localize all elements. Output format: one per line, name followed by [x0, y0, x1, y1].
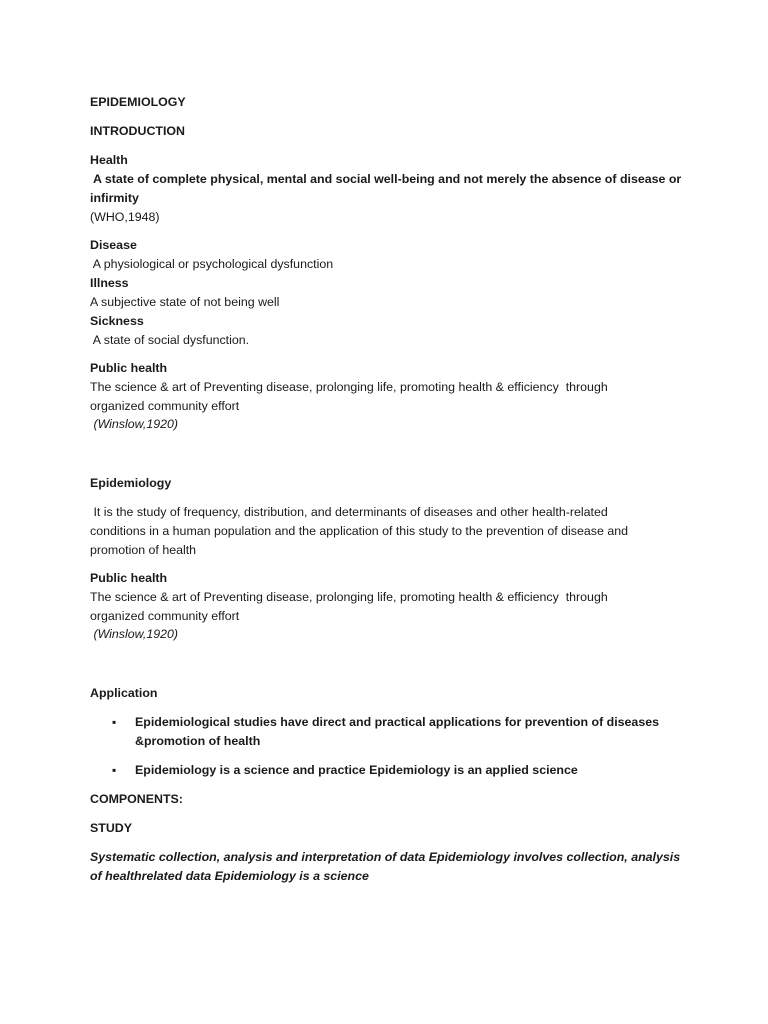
public-health-heading-1: Public health — [90, 361, 168, 375]
epidemiology-definition-line3: promotion of health — [90, 543, 197, 557]
bullet-marker-icon: ▪ — [112, 715, 117, 729]
public-health-citation-2: (Winslow,1920) — [90, 627, 179, 641]
illness-heading: Illness — [90, 276, 129, 290]
disease-heading: Disease — [90, 238, 137, 252]
public-health-citation-1: (Winslow,1920) — [90, 417, 179, 431]
health-citation: (WHO,1948) — [90, 210, 160, 224]
epidemiology-definition-line2: conditions in a human population and the application of this study to the prevention of disease and — [90, 524, 628, 538]
health-heading: Health — [90, 153, 128, 167]
health-definition-line1: A state of complete physical, mental and social well-being and not merely the absence of disease or — [90, 172, 682, 186]
public-health-definition-2-line2: organized community effort — [90, 609, 240, 623]
public-health-definition-1-line2: organized community effort — [90, 399, 240, 413]
disease-definition: A physiological or psychological dysfunction — [90, 257, 334, 271]
public-health-definition-1-line1: The science & art of Preventing disease, prolonging life, promoting health & efficiency through — [90, 380, 608, 394]
sickness-definition: A state of social dysfunction. — [90, 333, 250, 347]
application-bullet-2: Epidemiology is a science and practice Epidemiology is an applied science — [135, 763, 578, 777]
public-health-heading-2: Public health — [90, 571, 168, 585]
application-bullet-1-line1: Epidemiological studies have direct and practical applications for prevention of diseases — [135, 715, 659, 729]
study-text-line2: of healthrelated data Epidemiology is a science — [90, 869, 369, 883]
public-health-definition-2-line1: The science & art of Preventing disease, prolonging life, promoting health & efficiency through — [90, 590, 608, 604]
document-title: EPIDEMIOLOGY — [90, 95, 186, 109]
sickness-heading: Sickness — [90, 314, 144, 328]
study-text-line1: Systematic collection, analysis and interpretation of data Epidemiology involves collection, analysis — [90, 850, 681, 864]
illness-definition: A subjective state of not being well — [90, 295, 280, 309]
health-definition-line2: infirmity — [90, 191, 139, 205]
introduction-heading: INTRODUCTION — [90, 124, 185, 138]
application-bullet-1-line2: &promotion of health — [135, 734, 261, 748]
epidemiology-definition-line1: It is the study of frequency, distribution, and determinants of diseases and other health-related — [90, 505, 608, 519]
components-heading: COMPONENTS: — [90, 792, 183, 806]
study-heading: STUDY — [90, 821, 132, 835]
epidemiology-heading: Epidemiology — [90, 476, 172, 490]
bullet-marker-icon: ▪ — [112, 763, 117, 777]
application-heading: Application — [90, 686, 158, 700]
